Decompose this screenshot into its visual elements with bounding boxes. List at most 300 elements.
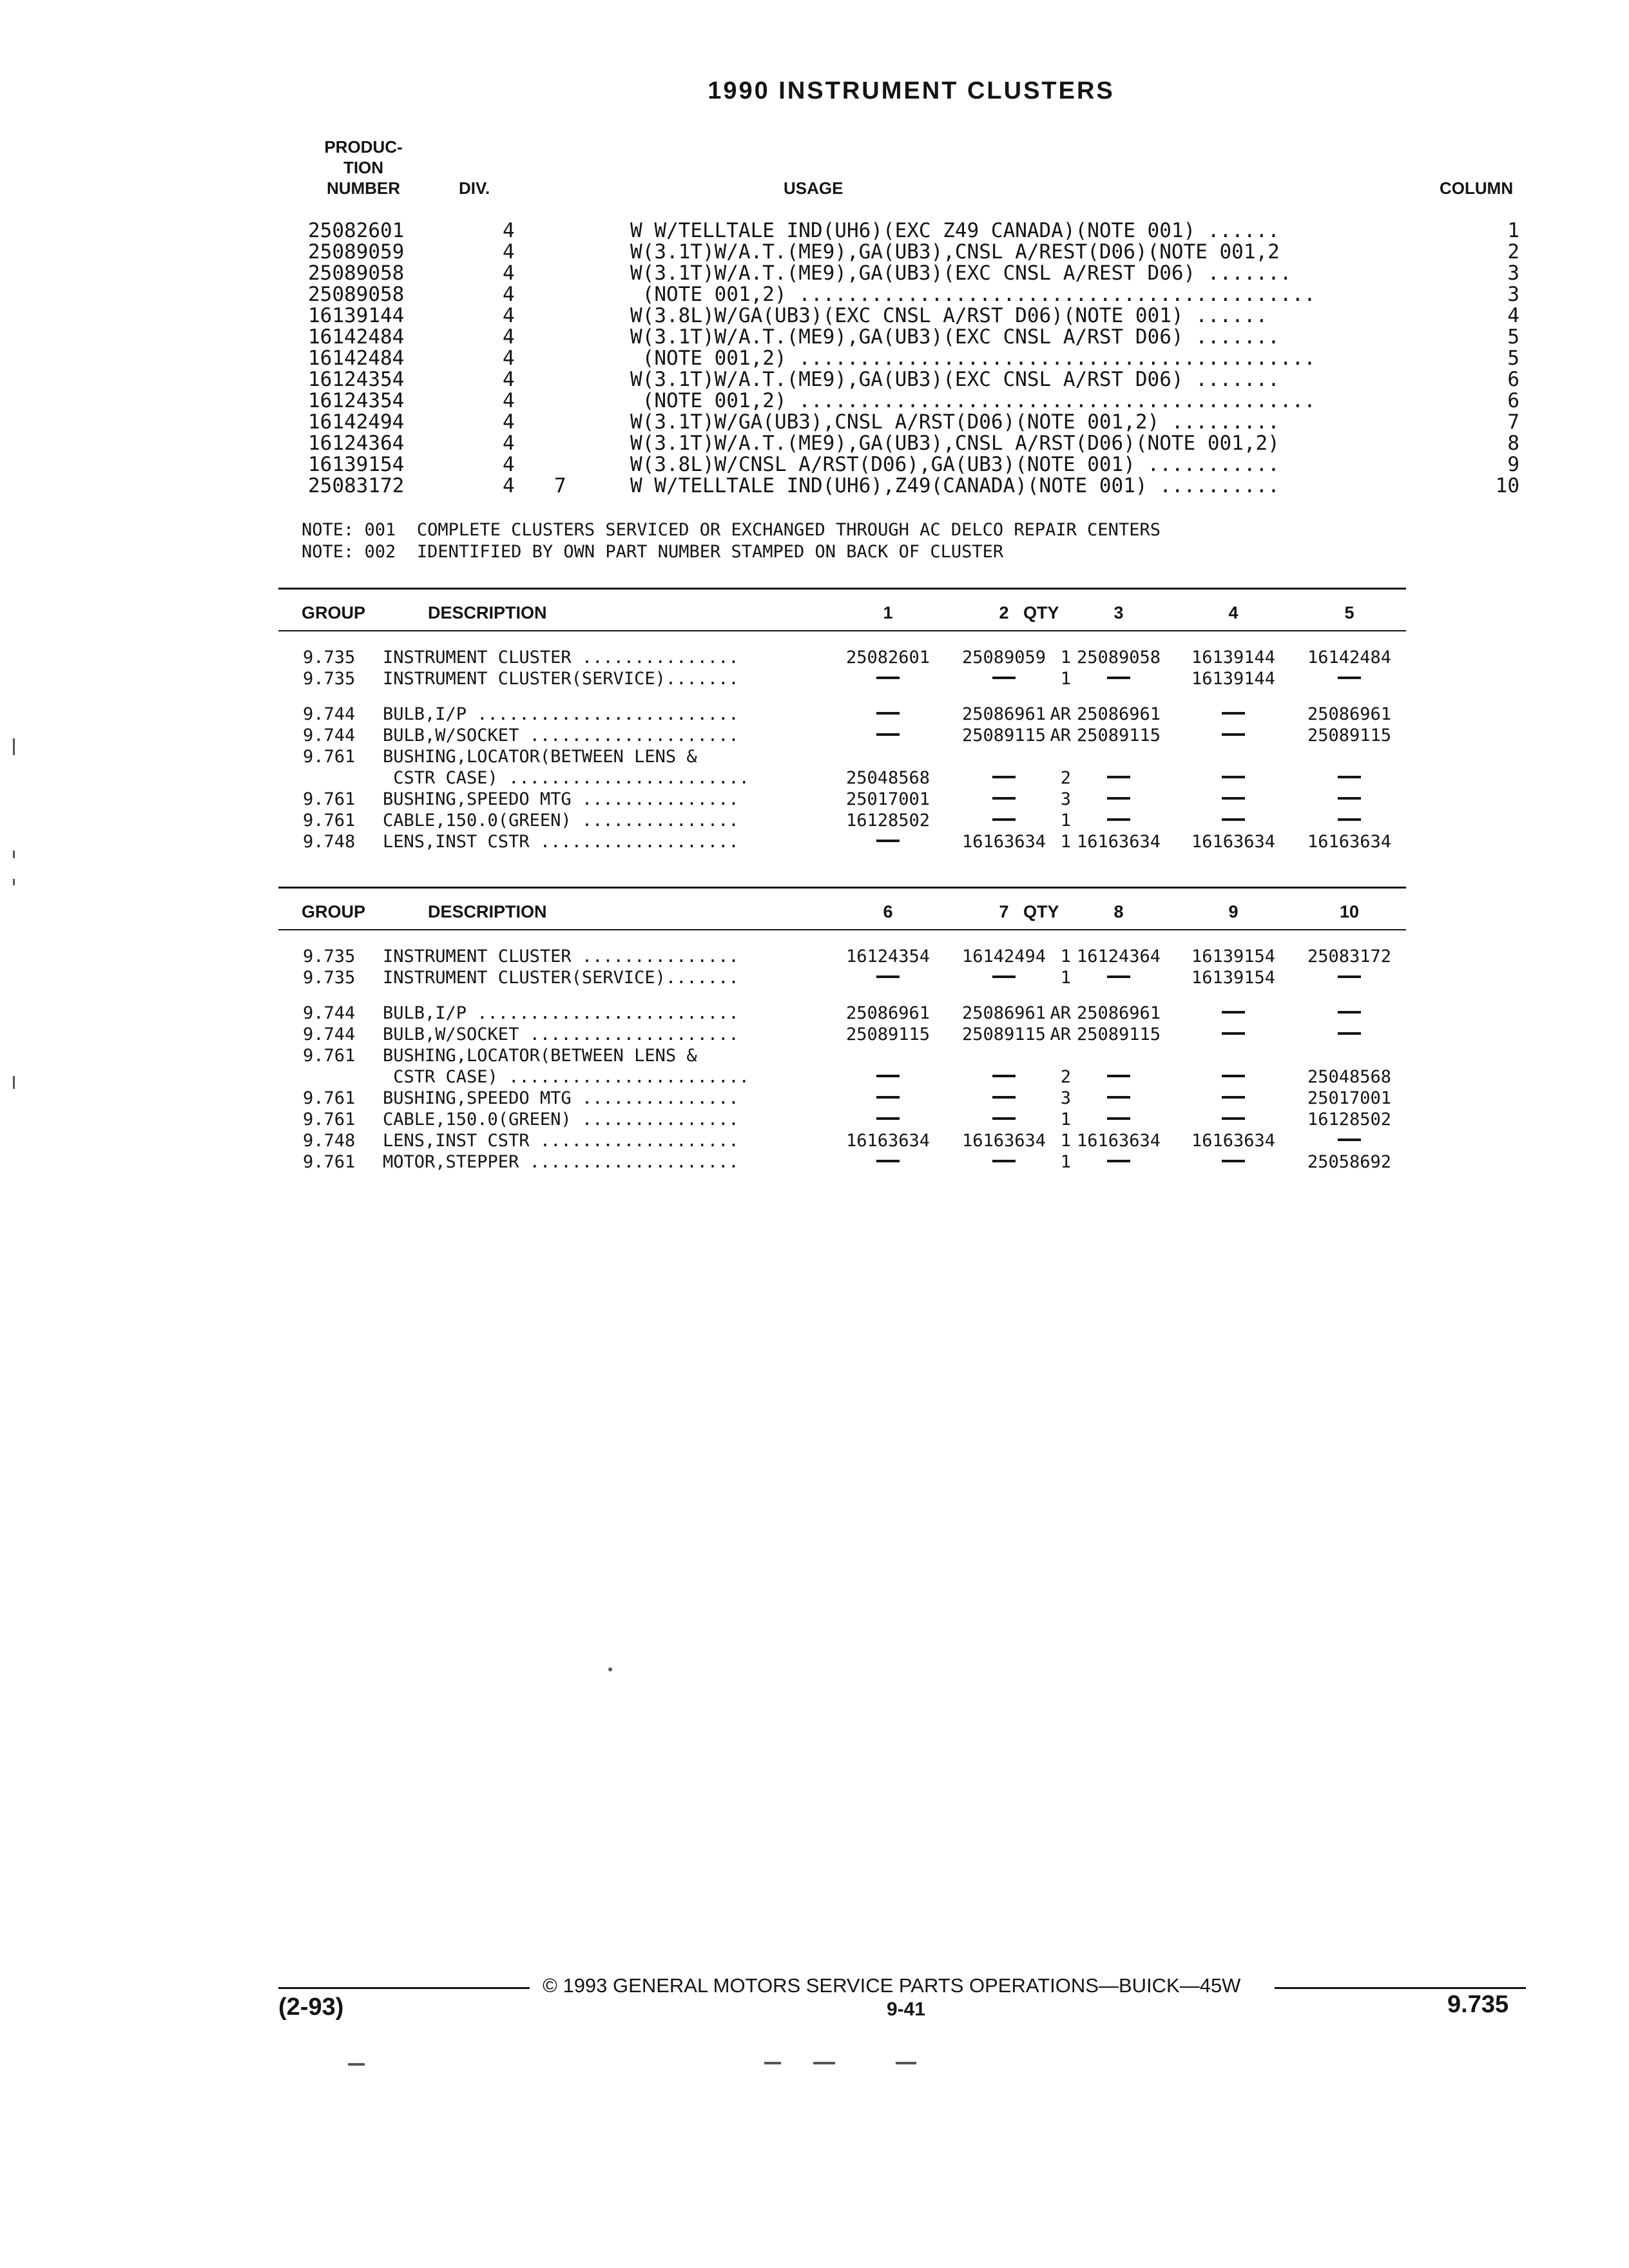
- not-applicable-dash: [1222, 818, 1245, 821]
- production-row: [308, 305, 1519, 327]
- part-number-cell: [1061, 767, 1177, 789]
- part-number-cell: 16139144: [1191, 648, 1276, 668]
- part-qty: 1: [1060, 832, 1071, 852]
- part-qty: AR: [1050, 704, 1071, 724]
- part-number-cell: [946, 967, 1062, 988]
- part-description: BUSHING,LOCATOR(BETWEEN LENS &: [383, 747, 697, 767]
- description-column-header: DESCRIPTION: [428, 902, 547, 921]
- part-qty: AR: [1050, 726, 1071, 745]
- usage-text: W(3.8L)W/CNSL A/RST(D06),GA(UB3)(NOTE 001) ...........: [630, 453, 1280, 476]
- note-label: NOTE: 002: [302, 542, 396, 562]
- not-applicable-dash: [1222, 797, 1245, 800]
- part-number-cell: 25017001: [845, 789, 930, 809]
- part-number-cell: 16139154: [1191, 968, 1276, 988]
- column-number: 6: [1507, 389, 1519, 412]
- division: 4: [503, 240, 515, 264]
- notes: [302, 519, 1161, 563]
- part-qty: 2: [1060, 768, 1071, 788]
- not-applicable-dash: [1338, 677, 1361, 679]
- part-number-cell: 25086961: [1307, 704, 1392, 724]
- table-row: [278, 1003, 1406, 1024]
- part-number-cell: 25089115: [1076, 1024, 1161, 1044]
- part-number-cell: [830, 1088, 946, 1109]
- production-number: 16124354: [308, 389, 405, 412]
- table-row: [278, 946, 1406, 967]
- part-qty: 3: [1060, 789, 1071, 809]
- part-qty: 1: [1060, 648, 1071, 668]
- part-number-cell: 16142484: [1307, 648, 1392, 668]
- part-description: INSTRUMENT CLUSTER ...............: [383, 947, 739, 966]
- part-number-cell: [1061, 967, 1177, 988]
- part-number-cell: [1061, 1066, 1177, 1088]
- part-number-cell: 25086961: [961, 1003, 1046, 1023]
- part-number-cell: [1175, 1151, 1291, 1173]
- division: 4: [503, 325, 515, 349]
- column-number-header: 8: [1113, 902, 1124, 921]
- not-applicable-dash: [992, 776, 1016, 778]
- not-applicable-dash: [1107, 975, 1130, 978]
- note-label: NOTE: 001: [302, 520, 396, 540]
- part-description: BULB,I/P .........................: [383, 1003, 739, 1023]
- production-row: [308, 369, 1519, 390]
- not-applicable-dash: [1107, 677, 1130, 679]
- production-number: 16124364: [308, 432, 405, 455]
- part-description: BUSHING,SPEEDO MTG ...............: [383, 789, 739, 809]
- column-number: 1: [1507, 219, 1519, 242]
- usage-header: USAGE: [784, 178, 843, 198]
- table-row: [278, 810, 1406, 831]
- column-number: 3: [1507, 283, 1519, 306]
- scan-mark: [13, 1076, 15, 1089]
- not-applicable-dash: [1222, 776, 1245, 778]
- page-title: 1990 INSTRUMENT CLUSTERS: [708, 77, 1115, 104]
- part-number-cell: [1291, 767, 1407, 789]
- group-column-header: GROUP: [302, 902, 366, 921]
- group-code: 9.735: [303, 968, 356, 988]
- division: 4: [503, 432, 515, 455]
- note-row: [302, 519, 1161, 541]
- part-number-cell: [830, 967, 946, 988]
- qty-column-header: QTY: [1023, 902, 1059, 921]
- part-number-cell: [830, 725, 946, 746]
- table-row: [278, 789, 1406, 810]
- div-header: DIV.: [459, 178, 490, 198]
- table-row: [278, 767, 1406, 789]
- production-row: [308, 220, 1519, 242]
- part-number-cell: [830, 1151, 946, 1173]
- not-applicable-dash: [1338, 1032, 1361, 1035]
- part-number-cell: [946, 668, 1062, 689]
- part-number-cell: 25089115: [1076, 726, 1161, 745]
- part-number-cell: [946, 1066, 1062, 1088]
- not-applicable-dash: [1107, 1096, 1130, 1099]
- note-text: IDENTIFIED BY OWN PART NUMBER STAMPED ON BACK OF CLUSTER: [416, 542, 1004, 562]
- column-number-header: 6: [883, 902, 893, 921]
- part-qty: 3: [1060, 1088, 1071, 1108]
- part-number-cell: 16163634: [961, 1131, 1046, 1151]
- part-number-cell: 25083172: [1307, 947, 1392, 966]
- part-description: INSTRUMENT CLUSTER(SERVICE).......: [383, 968, 739, 988]
- division: 4: [503, 368, 515, 391]
- part-number-cell: [946, 789, 1062, 810]
- not-applicable-dash: [1222, 712, 1245, 715]
- group-code: 9.761: [303, 747, 356, 767]
- scan-mark: [896, 2062, 916, 2064]
- table-row: [278, 967, 1406, 988]
- part-number-cell: [1175, 767, 1291, 789]
- part-qty: 1: [1060, 811, 1071, 831]
- part-description: BULB,W/SOCKET ....................: [383, 1024, 739, 1044]
- division: 4: [503, 474, 515, 497]
- scan-mark: [813, 2062, 835, 2064]
- part-number-cell: [1291, 1024, 1407, 1045]
- part-number-cell: [1061, 810, 1177, 831]
- part-number-cell: [1175, 1066, 1291, 1088]
- not-applicable-dash: [992, 975, 1016, 978]
- not-applicable-dash: [876, 677, 900, 679]
- usage-text: (NOTE 001,2) ...........................................: [630, 347, 1316, 370]
- group-code: 9.761: [303, 1046, 356, 1066]
- table-row: [278, 725, 1406, 746]
- production-number: 25089058: [308, 262, 405, 285]
- part-qty: 1: [1060, 968, 1071, 988]
- part-number-cell: 25082601: [845, 648, 930, 668]
- not-applicable-dash: [876, 1160, 900, 1162]
- part-description: MOTOR,STEPPER ....................: [383, 1152, 739, 1172]
- not-applicable-dash: [992, 1117, 1016, 1120]
- part-number-cell: 16128502: [1307, 1110, 1392, 1129]
- part-number-cell: [1061, 1088, 1177, 1109]
- not-applicable-dash: [876, 840, 900, 842]
- part-number-cell: [1061, 789, 1177, 810]
- not-applicable-dash: [1222, 1032, 1245, 1035]
- column-number: 7: [1507, 410, 1519, 434]
- production-row: [308, 390, 1519, 412]
- division: 4: [503, 453, 515, 476]
- usage-text: W(3.8L)W/GA(UB3)(EXC CNSL A/RST D06)(NOTE 001) ......: [630, 304, 1268, 327]
- table-header-rule: [278, 630, 1406, 631]
- part-number-cell: [1175, 1109, 1291, 1130]
- usage-text: W(3.1T)W/A.T.(ME9),GA(UB3)(EXC CNSL A/REST D06) .......: [630, 262, 1292, 285]
- part-number-cell: [1175, 725, 1291, 746]
- division: 4: [503, 283, 515, 306]
- production-list: [308, 220, 1519, 497]
- part-number-cell: [946, 1109, 1062, 1130]
- part-number-cell: [830, 1109, 946, 1130]
- part-number-cell: [1175, 810, 1291, 831]
- not-applicable-dash: [1107, 1160, 1130, 1162]
- part-description: LENS,INST CSTR ...................: [383, 1131, 739, 1151]
- page-number: 9-41: [887, 1999, 926, 2020]
- part-number-cell: [830, 1066, 946, 1088]
- not-applicable-dash: [1338, 975, 1361, 978]
- part-number-cell: [1175, 704, 1291, 725]
- note-row: [302, 541, 1161, 563]
- usage-text: W W/TELLTALE IND(UH6)(EXC Z49 CANADA)(NOTE 001) ......: [630, 219, 1280, 242]
- not-applicable-dash: [1222, 1096, 1245, 1099]
- part-qty: 1: [1060, 1110, 1071, 1129]
- part-qty: 1: [1060, 669, 1071, 689]
- part-number-cell: 16163634: [1076, 1131, 1161, 1151]
- production-row: [308, 476, 1519, 497]
- part-number-cell: 16139154: [1191, 947, 1276, 966]
- part-number-cell: [1175, 1003, 1291, 1024]
- part-description: CABLE,150.0(GREEN) ...............: [383, 1110, 739, 1129]
- production-number: 16142484: [308, 325, 405, 349]
- group-code: 9.761: [303, 1152, 356, 1172]
- column-number: 2: [1507, 240, 1519, 264]
- note-spacer: [396, 542, 417, 562]
- part-description: INSTRUMENT CLUSTER ...............: [383, 648, 739, 668]
- production-number: 25082601: [308, 219, 405, 242]
- part-number-cell: [1291, 1130, 1407, 1151]
- group-code: 9.735: [303, 669, 356, 689]
- part-number-cell: 16163634: [961, 832, 1046, 852]
- part-number-cell: 25017001: [1307, 1088, 1392, 1108]
- part-qty: 2: [1060, 1067, 1071, 1087]
- part-description: LENS,INST CSTR ...................: [383, 832, 739, 852]
- not-applicable-dash: [1338, 818, 1361, 821]
- part-number-cell: 25089058: [1076, 648, 1161, 668]
- column-number: 8: [1507, 432, 1519, 455]
- group-code: 9.748: [303, 832, 356, 852]
- part-number-cell: [1291, 789, 1407, 810]
- group-code: 9.744: [303, 1003, 356, 1023]
- part-number-cell: 25086961: [1076, 704, 1161, 724]
- part-description: CSTR CASE) .......................: [383, 1067, 749, 1087]
- part-number-cell: 16163634: [1076, 832, 1161, 852]
- table-row: [278, 704, 1406, 725]
- column-header: COLUMN: [1440, 178, 1514, 198]
- part-number-cell: 16139144: [1191, 669, 1276, 689]
- part-number-cell: [1061, 668, 1177, 689]
- usage-text: W(3.1T)W/GA(UB3),CNSL A/RST(D06)(NOTE 001,2) .........: [630, 410, 1280, 434]
- table-row: [278, 1024, 1406, 1045]
- not-applicable-dash: [1338, 797, 1361, 800]
- table-row: [278, 668, 1406, 689]
- not-applicable-dash: [876, 975, 900, 978]
- part-description: BULB,I/P .........................: [383, 704, 739, 724]
- column-number: 5: [1507, 347, 1519, 370]
- section-number: 9.735: [1447, 1991, 1509, 2018]
- part-number-cell: 25086961: [845, 1003, 930, 1023]
- group-code: 9.735: [303, 648, 356, 668]
- group-code: 9.744: [303, 704, 356, 724]
- copyright-text: © 1993 GENERAL MOTORS SERVICE PARTS OPERATIONS—BUICK—45W: [543, 1974, 1241, 1997]
- group-code: 9.761: [303, 811, 356, 831]
- production-number-header: PRODUC- TION NUMBER: [324, 137, 403, 198]
- production-number: 16142484: [308, 347, 405, 370]
- production-row: [308, 433, 1519, 454]
- production-row: [308, 412, 1519, 433]
- column-number-header: 9: [1228, 902, 1239, 921]
- not-applicable-dash: [992, 818, 1016, 821]
- column-number: 4: [1507, 304, 1519, 327]
- parts-table-columns-1-5: [278, 588, 1406, 871]
- division: 4: [503, 262, 515, 285]
- part-number-cell: 25089115: [845, 1024, 930, 1044]
- column-number-header: 4: [1228, 603, 1239, 622]
- not-applicable-dash: [1338, 1011, 1361, 1014]
- not-applicable-dash: [1338, 1139, 1361, 1141]
- part-number-cell: 25089115: [1307, 726, 1392, 745]
- production-number: 16139144: [308, 304, 405, 327]
- column-number: 5: [1507, 325, 1519, 349]
- scan-mark: [764, 2062, 781, 2064]
- not-applicable-dash: [992, 1075, 1016, 1077]
- division: 4: [503, 219, 515, 242]
- division: 4: [503, 347, 515, 370]
- table-header-rule: [278, 929, 1406, 930]
- part-number-cell: [946, 1088, 1062, 1109]
- not-applicable-dash: [1107, 797, 1130, 800]
- part-qty: 1: [1060, 1131, 1071, 1151]
- part-number-cell: 16163634: [1191, 832, 1276, 852]
- part-qty: 1: [1060, 947, 1071, 966]
- production-row: [308, 263, 1519, 284]
- footer-rule-left: [278, 1987, 530, 1989]
- usage-text: (NOTE 001,2) ...........................................: [630, 283, 1316, 306]
- group-column-header: GROUP: [302, 603, 366, 622]
- table-row: [278, 1130, 1406, 1151]
- column-number-header: 5: [1344, 603, 1354, 622]
- usage-text: (NOTE 001,2) ...........................................: [630, 389, 1316, 412]
- production-number: 16124354: [308, 368, 405, 391]
- usage-text: W(3.1T)W/A.T.(ME9),GA(UB3),CNSL A/RST(D06)(NOTE 001,2): [630, 432, 1280, 455]
- part-number-cell: [1291, 967, 1407, 988]
- part-number-cell: [830, 668, 946, 689]
- table-row: [278, 1151, 1406, 1173]
- column-number: 3: [1507, 262, 1519, 285]
- production-row: [308, 348, 1519, 369]
- column-number: 10: [1495, 474, 1519, 497]
- scan-mark: [13, 738, 15, 755]
- not-applicable-dash: [1338, 776, 1361, 778]
- production-number: 25089058: [308, 283, 405, 306]
- column-number: 9: [1507, 453, 1519, 476]
- usage-text: W(3.1T)W/A.T.(ME9),GA(UB3)(EXC CNSL A/RST D06) .......: [630, 325, 1280, 349]
- note-text: COMPLETE CLUSTERS SERVICED OR EXCHANGED THROUGH AC DELCO REPAIR CENTERS: [416, 520, 1161, 540]
- group-code: 9.744: [303, 726, 356, 745]
- part-number-cell: 16128502: [845, 811, 930, 831]
- part-description: CSTR CASE) .......................: [383, 768, 749, 788]
- not-applicable-dash: [1222, 733, 1245, 736]
- part-number-cell: 25086961: [961, 704, 1046, 724]
- table-top-rule: [278, 887, 1406, 889]
- scan-mark: [13, 879, 15, 885]
- production-number: 25083172: [308, 474, 405, 497]
- part-number-cell: 25048568: [1307, 1067, 1392, 1087]
- group-code: 9.761: [303, 1110, 356, 1129]
- part-description: BUSHING,SPEEDO MTG ...............: [383, 1088, 739, 1108]
- part-number-cell: 25089059: [961, 648, 1046, 668]
- division: 4: [503, 410, 515, 434]
- not-applicable-dash: [1107, 818, 1130, 821]
- part-number-cell: 16124364: [1076, 947, 1161, 966]
- production-number: 16139154: [308, 453, 405, 476]
- parts-table-columns-6-10: [278, 887, 1406, 1196]
- part-number-cell: [1175, 1088, 1291, 1109]
- part-number-cell: 16142494: [961, 947, 1046, 966]
- part-number-cell: [1291, 668, 1407, 689]
- group-code: 9.744: [303, 1024, 356, 1044]
- column-number-header: 7: [999, 902, 1009, 921]
- production-row: [308, 454, 1519, 476]
- table-row: [278, 831, 1406, 852]
- not-applicable-dash: [1107, 1075, 1130, 1077]
- part-number-cell: 25089115: [961, 1024, 1046, 1044]
- not-applicable-dash: [876, 1075, 900, 1077]
- scan-mark: [348, 2063, 365, 2066]
- not-applicable-dash: [1222, 1075, 1245, 1077]
- division: 4: [503, 304, 515, 327]
- not-applicable-dash: [992, 797, 1016, 800]
- group-code: 9.761: [303, 1088, 356, 1108]
- not-applicable-dash: [1222, 1011, 1245, 1014]
- qty-column-header: QTY: [1023, 603, 1059, 622]
- not-applicable-dash: [992, 1160, 1016, 1162]
- table-row: [278, 746, 1406, 767]
- group-code: 9.735: [303, 947, 356, 966]
- part-number-cell: 25089115: [961, 726, 1046, 745]
- not-applicable-dash: [992, 1096, 1016, 1099]
- part-number-cell: [1175, 789, 1291, 810]
- table-top-rule: [278, 588, 1406, 590]
- production-row: [308, 327, 1519, 348]
- footer-date: (2-93): [278, 1994, 344, 2021]
- description-column-header: DESCRIPTION: [428, 603, 547, 622]
- part-description: INSTRUMENT CLUSTER(SERVICE).......: [383, 669, 739, 689]
- division: 4: [503, 389, 515, 412]
- not-applicable-dash: [876, 1096, 900, 1099]
- part-number-cell: 16163634: [845, 1131, 930, 1151]
- table-row: [278, 1109, 1406, 1130]
- sub-division: 7: [554, 474, 566, 497]
- column-number-header: 2: [999, 603, 1009, 622]
- not-applicable-dash: [992, 677, 1016, 679]
- table-row: [278, 1045, 1406, 1066]
- part-number-cell: 16163634: [1191, 1131, 1276, 1151]
- column-number: 6: [1507, 368, 1519, 391]
- not-applicable-dash: [1107, 776, 1130, 778]
- part-description: BUSHING,LOCATOR(BETWEEN LENS &: [383, 1046, 697, 1066]
- part-number-cell: [946, 1151, 1062, 1173]
- group-code: 9.748: [303, 1131, 356, 1151]
- usage-text: W(3.1T)W/A.T.(ME9),GA(UB3)(EXC CNSL A/RST D06) .......: [630, 368, 1280, 391]
- note-spacer: [396, 520, 417, 540]
- group-code: 9.761: [303, 789, 356, 809]
- not-applicable-dash: [1107, 1117, 1130, 1120]
- part-number-cell: [946, 767, 1062, 789]
- column-number-header: 3: [1113, 603, 1124, 622]
- part-description: BULB,W/SOCKET ....................: [383, 726, 739, 745]
- part-qty: AR: [1050, 1024, 1071, 1044]
- production-number: 16142494: [308, 410, 405, 434]
- part-number-cell: 25058692: [1307, 1152, 1392, 1172]
- production-row: [308, 284, 1519, 305]
- production-number: 25089059: [308, 240, 405, 264]
- part-number-cell: [1291, 810, 1407, 831]
- part-number-cell: 16163634: [1307, 832, 1392, 852]
- part-number-cell: [1061, 1109, 1177, 1130]
- part-description: CABLE,150.0(GREEN) ...............: [383, 811, 739, 831]
- table-row: [278, 1066, 1406, 1088]
- column-number-header: 10: [1339, 902, 1360, 921]
- part-qty: AR: [1050, 1003, 1071, 1023]
- part-number-cell: 25048568: [845, 768, 930, 788]
- production-row: [308, 242, 1519, 263]
- table-row: [278, 647, 1406, 668]
